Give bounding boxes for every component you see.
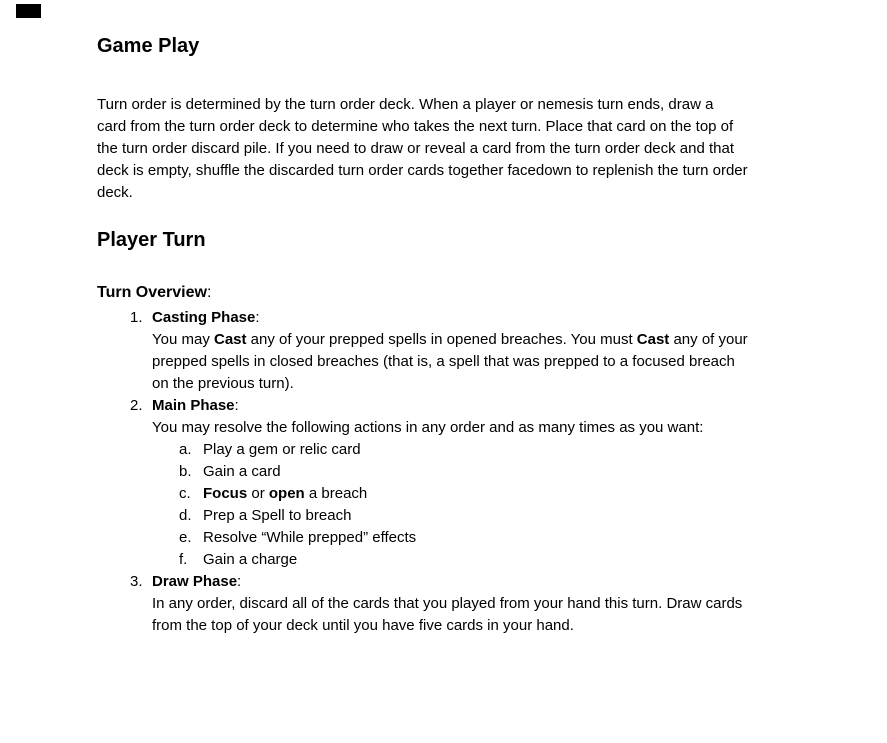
phase-title-colon: : (237, 573, 242, 590)
turn-phase-list (97, 307, 860, 637)
turn-overview-label: Turn Overview (97, 284, 207, 301)
corner-mark (16, 4, 41, 18)
sub-list-item (152, 505, 860, 527)
turn-overview-colon: : (206, 284, 212, 301)
list-marker: 3. (130, 573, 143, 590)
sub-list-marker: e. (179, 529, 192, 546)
main-phase-action-list (152, 439, 860, 571)
intro-paragraph: Turn order is determined by the turn order deck. When a player or nemesis turn ends, draw a card from the turn order deck to determine who takes the next turn. Place that card on the top of the turn order discard pile. If you need to draw or reveal a card from the turn order deck and that deck is empty, shuffle the discarded turn order cards together facedown to replenish the turn order deck. (97, 96, 748, 201)
section-title-game-play: Game Play (97, 35, 200, 57)
phase-body: In any order, discard all of the cards that you played from your hand this turn. Draw cards from the top of your deck until you have five cards in your hand. (152, 595, 743, 634)
sub-list-item (152, 527, 860, 549)
phase-title (152, 307, 860, 329)
phase-title (152, 395, 860, 417)
phase-title-colon: : (255, 309, 260, 326)
section-title-player-turn: Player Turn (97, 229, 206, 251)
phase-title-text: Main Phase (152, 397, 235, 414)
phase-title-colon: : (234, 397, 239, 414)
list-marker: 2. (130, 397, 143, 414)
sub-list-marker: b. (179, 463, 192, 480)
sub-list-marker: c. (179, 485, 191, 502)
list-marker: 1. (130, 309, 143, 326)
sub-list-item (152, 461, 860, 483)
sub-list-text: Resolve “While prepped” effects (203, 529, 417, 546)
sub-list-text: Prep a Spell to breach (203, 507, 352, 524)
phase-title (152, 571, 860, 593)
turn-overview-heading (97, 282, 860, 304)
sub-list-marker: a. (179, 441, 192, 458)
sub-list-item (152, 483, 860, 505)
sub-list-text: Focus or open a breach (203, 485, 368, 502)
phase-title-text: Draw Phase (152, 573, 238, 590)
sub-list-text: Play a gem or relic card (203, 441, 361, 458)
document-content (97, 0, 860, 637)
list-item-draw-phase (97, 571, 860, 637)
sub-list-item (152, 439, 860, 461)
sub-list-marker: d. (179, 507, 192, 524)
phase-title-text: Casting Phase (152, 309, 256, 326)
phase-body: You may resolve the following actions in any order and as many times as you want: (152, 419, 704, 436)
sub-list-text: Gain a card (203, 463, 281, 480)
list-item-main-phase (97, 395, 860, 571)
sub-list-item (152, 549, 860, 571)
sub-list-marker: f. (179, 551, 188, 568)
list-item-casting-phase (97, 307, 860, 395)
sub-list-text: Gain a charge (203, 551, 298, 568)
phase-body: You may Cast any of your prepped spells in opened breaches. You must Cast any of your prepped spells in closed breaches (that is, a spell that was prepped to a focused breach on the previous turn). (152, 331, 748, 392)
